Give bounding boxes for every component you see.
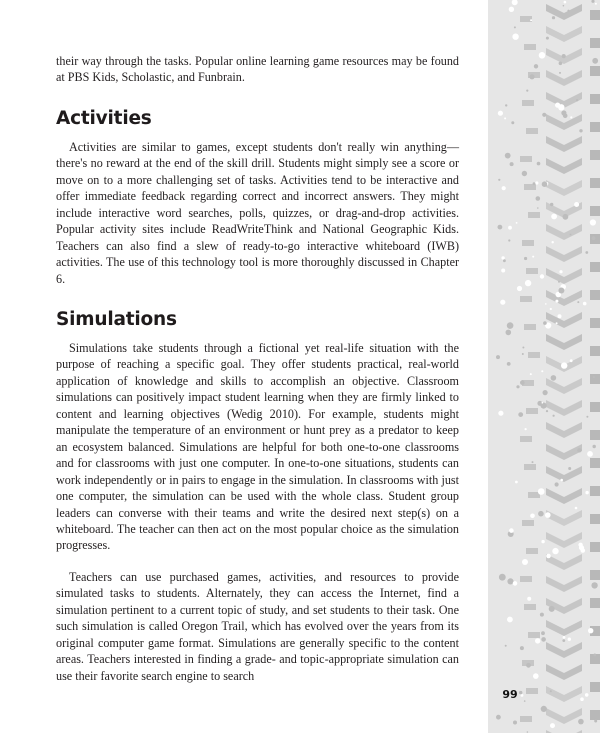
texture-speck <box>526 663 531 668</box>
texture-speck <box>568 467 571 470</box>
tread-bar <box>524 44 536 50</box>
texture-speck <box>563 5 565 7</box>
texture-speck <box>560 479 563 482</box>
texture-speck <box>561 362 567 368</box>
texture-speck <box>541 631 545 635</box>
tread-bar <box>590 374 600 384</box>
tread-bar <box>590 570 600 580</box>
tread-bar <box>528 352 540 358</box>
texture-speck <box>543 321 547 325</box>
texture-speck <box>526 90 528 92</box>
texture-speck <box>550 723 555 728</box>
texture-speck <box>558 288 564 294</box>
texture-speck <box>593 654 596 657</box>
texture-speck <box>550 690 552 692</box>
tread-bar <box>590 486 600 496</box>
texture-speck <box>530 514 535 519</box>
tread-bar <box>590 38 600 48</box>
texture-speck <box>562 54 566 58</box>
tread-bar <box>520 576 532 582</box>
texture-speck <box>540 613 544 617</box>
texture-speck <box>543 390 548 395</box>
texture-speck <box>555 300 558 303</box>
texture-speck <box>527 597 531 601</box>
texture-speck <box>568 638 571 641</box>
texture-speck <box>590 219 596 225</box>
texture-speck <box>552 16 555 19</box>
texture-speck <box>558 104 564 110</box>
texture-speck <box>563 636 566 639</box>
texture-speck <box>533 673 539 679</box>
texture-speck <box>562 639 565 642</box>
texture-speck <box>570 116 572 118</box>
texture-speck <box>545 512 551 518</box>
texture-speck <box>541 637 546 642</box>
texture-speck <box>592 236 596 240</box>
texture-speck <box>558 281 560 283</box>
texture-speck <box>578 719 584 725</box>
texture-speck <box>534 64 538 68</box>
tread-bar <box>520 156 532 162</box>
texture-speck <box>574 202 579 207</box>
tread-bar <box>590 66 600 76</box>
tread-bar <box>526 128 538 134</box>
texture-speck <box>522 559 528 565</box>
tread-bar <box>590 290 600 300</box>
texture-speck <box>540 274 544 278</box>
texture-speck <box>542 402 544 404</box>
texture-speck <box>546 554 551 559</box>
texture-speck <box>553 415 555 417</box>
texture-speck <box>546 37 549 40</box>
texture-speck <box>551 214 557 220</box>
simulations-paragraph-2: Teachers can use purchased games, activities, and resources to provide simulated tasks to students. Alternately, they can access the Internet, find a simulation pertinent to a current topic of study, and set students to their task. One such simulation is called Oregon Trail, which has evolved over the years from its original computer game format. Simulations are generally specific to the content areas. Teachers interested in finding a grade- and topic-appropriate simulation can use their favorite search engine to search <box>56 569 459 683</box>
tread-bar <box>590 514 600 524</box>
tread-bar <box>522 240 534 246</box>
tread-bar <box>520 716 532 722</box>
tread-bar <box>590 318 600 328</box>
texture-speck <box>579 129 582 132</box>
texture-speck <box>585 491 588 494</box>
texture-speck <box>577 301 579 303</box>
texture-speck <box>536 196 541 201</box>
texture-speck <box>559 270 562 273</box>
texture-speck <box>541 706 547 712</box>
texture-speck <box>518 412 523 417</box>
texture-speck <box>551 375 557 381</box>
texture-speck <box>595 3 597 5</box>
page-number: 99 <box>502 688 518 701</box>
texture-speck <box>535 638 540 643</box>
simulations-heading: Simulations <box>56 308 177 330</box>
tread-bar <box>590 710 600 720</box>
texture-speck <box>537 207 539 209</box>
texture-speck <box>520 380 525 385</box>
texture-speck <box>593 376 595 378</box>
texture-speck <box>539 52 546 59</box>
tread-bar <box>590 346 600 356</box>
texture-speck <box>587 451 593 457</box>
texture-speck <box>542 113 546 117</box>
tread-bar <box>590 178 600 188</box>
tread-bar <box>590 94 600 104</box>
texture-speck <box>538 511 544 517</box>
tread-bar <box>528 492 540 498</box>
texture-speck <box>541 403 547 409</box>
texture-speck <box>545 303 547 305</box>
texture-speck <box>588 628 593 633</box>
texture-speck <box>520 646 524 650</box>
texture-speck <box>522 353 524 355</box>
texture-speck <box>549 606 555 612</box>
texture-speck <box>579 545 584 550</box>
tread-bar <box>526 268 538 274</box>
texture-speck <box>530 373 532 375</box>
tread-bar <box>590 262 600 272</box>
page-body <box>56 53 459 684</box>
tread-bar <box>590 682 600 692</box>
tread-bar <box>590 430 600 440</box>
texture-speck <box>550 308 552 310</box>
texture-speck <box>575 507 578 510</box>
tread-bar <box>526 548 538 554</box>
tread-bar <box>528 632 540 638</box>
tread-bar <box>524 464 536 470</box>
texture-speck <box>570 234 572 236</box>
texture-speck <box>555 482 559 486</box>
texture-speck <box>542 181 548 187</box>
tread-bar <box>590 150 600 160</box>
texture-speck <box>585 693 589 697</box>
tread-bar <box>590 122 600 132</box>
tread-bar <box>590 542 600 552</box>
tread-bar <box>590 458 600 468</box>
texture-pattern-graphic <box>478 0 600 733</box>
tread-bar <box>590 10 600 20</box>
intro-paragraph: their way through the tasks. Popular online learning game resources may be found at PBS Kids, Scholastic, and Funbrain. <box>56 54 459 85</box>
texture-speck <box>552 241 554 243</box>
texture-speck <box>563 214 569 220</box>
texture-speck <box>529 74 534 79</box>
activities-paragraph: Activities are similar to games, except students don't really win anything—there's no reward at the end of the skill drill. Students might simply see a score or move on to a more challenging set of tasks. Activities tend to be interactive and offer immediate feedback regarding correct and incorrect answers. They might include interactive word searches, polls, quizzes, or drag-and-drop activities. Popular activity sites include ReadWriteThink and National Geographic Kids. Teachers can also find a slew of ready-to-go interactive whiteboard (IWB) activities. The use of this technology tool is more thoroughly discussed in Chapter 6. <box>56 139 459 286</box>
texture-speck <box>537 162 541 166</box>
texture-speck <box>585 251 588 254</box>
tread-bar <box>528 212 540 218</box>
texture-speck <box>593 445 596 448</box>
tread-bar <box>590 206 600 216</box>
tread-bar <box>590 402 600 412</box>
texture-speck <box>564 1 567 4</box>
tread-bar <box>522 100 534 106</box>
texture-speck <box>522 171 527 176</box>
texture-speck <box>559 62 563 66</box>
tread-bar <box>520 436 532 442</box>
texture-speck <box>567 10 569 12</box>
texture-speck <box>556 322 558 324</box>
activities-heading: Activities <box>56 107 152 129</box>
decorative-sidebar <box>478 0 600 733</box>
texture-speck <box>530 19 532 21</box>
texture-speck <box>532 461 534 463</box>
tread-bar <box>522 520 534 526</box>
texture-speck <box>580 697 584 701</box>
texture-speck <box>558 314 562 318</box>
texture-speck <box>525 280 531 286</box>
texture-speck <box>570 359 573 362</box>
texture-speck <box>577 448 581 452</box>
texture-speck <box>538 488 545 495</box>
texture-speck <box>525 428 527 430</box>
tread-bar <box>520 16 532 22</box>
texture-speck <box>541 370 543 372</box>
simulations-paragraph-1: Simulations take students through a fictional yet real-life situation with the purpose of reaching a specific goal. They offer students practical, real-world application of knowledge and skills to accomplish an objective. Classroom simulations can positively impact student learning when they are firmly linked to content and learning objectives (Wedig 2010). For example, students might manipulate the temperature of an environment or hunt prey as a predator to keep an ecosystem balanced. Simulations are helpful for both one-to-one classrooms and for classrooms with just one computer. In one-to-one situations, students can work independently or in pairs to engage in the simulation. In classrooms with just one computer, the simulation can be used with the whole class. Student group leaders can converse with their teams and write the desired next step(s) on a whiteboard. The teacher can then act on the most popular choice as the simulation progresses. <box>56 340 459 553</box>
texture-speck <box>532 256 534 258</box>
texture-speck <box>586 416 588 418</box>
texture-speck <box>522 347 524 349</box>
tread-bar <box>526 408 538 414</box>
texture-speck <box>552 548 558 554</box>
tread-bar <box>524 604 536 610</box>
texture-speck <box>559 72 561 74</box>
texture-speck <box>591 582 597 588</box>
texture-speck <box>546 410 548 412</box>
texture-speck <box>583 302 587 306</box>
tread-bar <box>520 296 532 302</box>
tread-bar <box>590 598 600 608</box>
texture-speck <box>550 203 553 206</box>
texture-speck <box>533 182 536 185</box>
texture-speck <box>576 99 578 101</box>
texture-speck <box>524 257 527 260</box>
tread-bar <box>524 324 536 330</box>
texture-speck <box>594 720 597 723</box>
texture-speck <box>541 540 544 543</box>
texture-speck <box>561 110 566 115</box>
texture-speck <box>535 181 538 184</box>
texture-speck <box>592 58 598 64</box>
